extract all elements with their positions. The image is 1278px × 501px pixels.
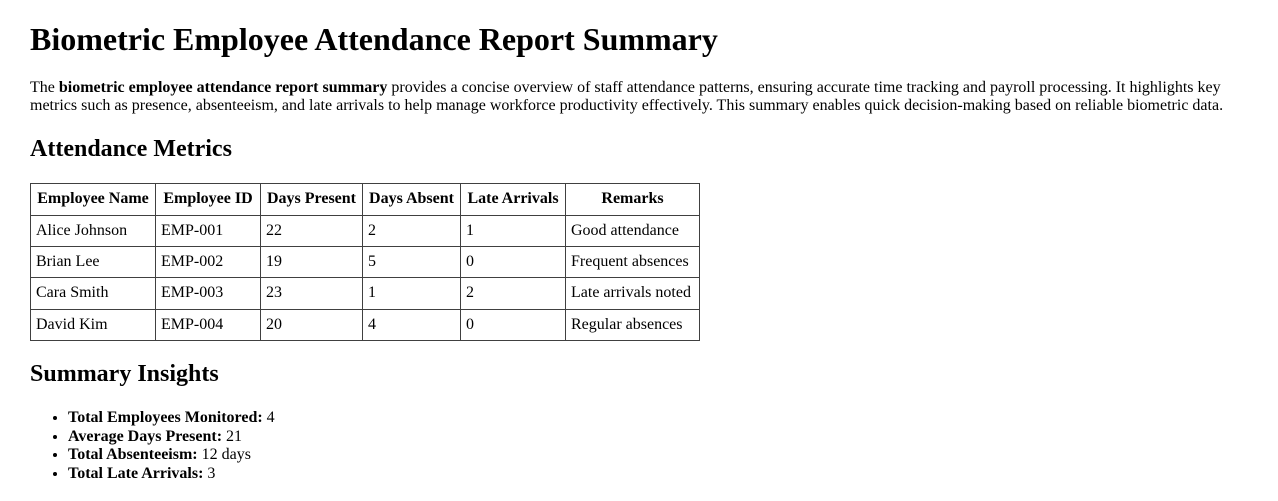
cell-late-arrivals: 0 <box>461 246 566 277</box>
cell-employee-id: EMP-003 <box>156 278 261 309</box>
column-header-days-absent: Days Absent <box>363 184 461 215</box>
cell-late-arrivals: 2 <box>461 278 566 309</box>
cell-late-arrivals: 0 <box>461 309 566 340</box>
table-row <box>31 278 700 309</box>
column-header-employee-id: Employee ID <box>156 184 261 215</box>
insight-label: Average Days Present: <box>68 427 223 445</box>
cell-remarks: Regular absences <box>566 309 700 340</box>
table-row <box>31 246 700 277</box>
intro-prefix: The <box>30 78 59 96</box>
cell-remarks: Late arrivals noted <box>566 278 700 309</box>
cell-days-present: 20 <box>261 309 363 340</box>
insight-value: 12 days <box>197 446 251 464</box>
list-item <box>68 428 1248 447</box>
attendance-metrics-table <box>30 183 700 341</box>
cell-remarks: Frequent absences <box>566 246 700 277</box>
page-title: Biometric Employee Attendance Report Summary <box>30 21 718 57</box>
cell-days-absent: 2 <box>363 215 461 246</box>
cell-late-arrivals: 1 <box>461 215 566 246</box>
list-item <box>68 409 1248 428</box>
cell-days-absent: 5 <box>363 246 461 277</box>
insight-label: Total Late Arrivals: <box>68 465 204 483</box>
table-row <box>31 309 700 340</box>
intro-rest: provides a concise overview of staff attendance patterns, ensuring accurate time tracking and payroll processing. It highlights key metrics such as presence, absenteeism, and late arrivals to help manage workforce productivity effectively. This summary enables quick decision-making based on reliable biometric data. <box>30 78 1224 115</box>
cell-employee-name: David Kim <box>31 309 156 340</box>
cell-employee-name: Alice Johnson <box>31 215 156 246</box>
attendance-metrics-heading: Attendance Metrics <box>30 135 232 162</box>
cell-days-present: 23 <box>261 278 363 309</box>
table-row <box>31 215 700 246</box>
column-header-employee-name: Employee Name <box>31 184 156 215</box>
cell-employee-id: EMP-002 <box>156 246 261 277</box>
intro-bold-phrase: biometric employee attendance report summary <box>58 78 388 96</box>
cell-employee-id: EMP-004 <box>156 309 261 340</box>
intro-paragraph <box>30 79 1248 116</box>
cell-days-absent: 1 <box>363 278 461 309</box>
list-item <box>68 446 1248 465</box>
column-header-days-present: Days Present <box>261 184 363 215</box>
table-header-row <box>31 184 700 215</box>
cell-employee-name: Cara Smith <box>31 278 156 309</box>
cell-employee-name: Brian Lee <box>31 246 156 277</box>
column-header-remarks: Remarks <box>566 184 700 215</box>
cell-days-absent: 4 <box>363 309 461 340</box>
insight-value: 3 <box>203 465 216 483</box>
summary-insights-list <box>30 409 1248 485</box>
cell-employee-id: EMP-001 <box>156 215 261 246</box>
column-header-late-arrivals: Late Arrivals <box>461 184 566 215</box>
insight-value: 4 <box>262 408 275 426</box>
insight-value: 21 <box>222 427 243 445</box>
insight-label: Total Absenteeism: <box>68 446 198 464</box>
summary-insights-heading: Summary Insights <box>30 361 219 388</box>
insight-label: Total Employees Monitored: <box>68 408 263 426</box>
list-item <box>68 465 1248 484</box>
cell-days-present: 22 <box>261 215 363 246</box>
cell-remarks: Good attendance <box>566 215 700 246</box>
cell-days-present: 19 <box>261 246 363 277</box>
